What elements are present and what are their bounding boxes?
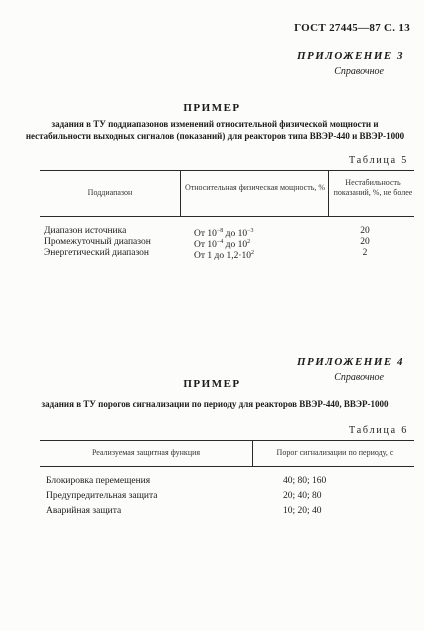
- table-5-row-2-range: От $10^{-4}$ до $10^2$: [194, 239, 251, 251]
- table-5-row-1-instability: 20: [360, 226, 370, 236]
- table-6-row-1-value: 40; 80; 160: [283, 476, 327, 486]
- appendix-4-description: задания в ТУ порогов сигнализации по периоду для реакторов ВВЭР-440, ВВЭР-1000: [41, 399, 389, 409]
- table-5-row-3-instability: 2: [362, 248, 368, 258]
- table-6-divider: [252, 440, 253, 466]
- table-5-row-2-instability: 20: [360, 237, 370, 247]
- table-6-label: Таблица 6: [349, 425, 408, 436]
- table-5-header-rule: [40, 216, 414, 217]
- table-6-row-1-name: Блокировка перемещения: [46, 476, 151, 486]
- table-6-header-rule: [40, 466, 414, 467]
- appendix-3-title: ПРИЛОЖЕНИЕ 3: [296, 50, 404, 62]
- table-6-row-2-value: 20; 40; 80: [283, 491, 322, 501]
- appendix-4-title: ПРИЛОЖЕНИЕ 4: [296, 356, 404, 368]
- table-6-col-function: Реализуемая защитная функция: [91, 448, 201, 457]
- table-5-row-3-range: От 1 до $1,2\cdot 10^2$: [194, 250, 255, 262]
- page-header: ГОСТ 27445—87 С. 13: [294, 22, 410, 34]
- appendix-4-reference: Справочное: [334, 372, 384, 383]
- table-5-col-power: Относительная физическая мощность, %: [184, 183, 326, 192]
- table-5-col-instability: Нестабильность показаний, %, не более: [333, 178, 413, 197]
- table-5-divider-1: [180, 170, 181, 216]
- table-5-top-rule: [40, 170, 414, 171]
- table-5-row-3-name: Энергетический диапазон: [44, 248, 149, 258]
- table-5-label: Таблица 5: [349, 155, 408, 166]
- table-6-row-3-name: Аварийная защита: [46, 506, 122, 516]
- table-6-row-3-value: 10; 20; 40: [283, 506, 322, 516]
- appendix-3-description: задания в ТУ поддиапазонов изменений относительной физической мощности и нестабильности выходных сигналов (показаний) для реакторов типа ВВЭР-440 и ВВЭР-1000: [25, 119, 405, 141]
- table-6-col-threshold: Порог сигнализации по периоду, с: [276, 448, 394, 457]
- table-5-col-subrange: Поддиапазон: [87, 188, 133, 197]
- table-5-row-1-range: От $10^{-8}$ до $10^{-3}$: [194, 228, 254, 240]
- table-6-row-2-name: Предупредительная защита: [46, 491, 158, 501]
- table-5-row-2-name: Промежуточный диапазон: [44, 237, 151, 247]
- appendix-3-heading: ПРИМЕР: [183, 102, 241, 114]
- table-5-divider-2: [328, 170, 329, 216]
- appendix-3-reference: Справочное: [334, 66, 384, 77]
- appendix-4-heading-text: ПРИМЕР: [183, 378, 241, 390]
- table-5-row-1-name: Диапазон источника: [44, 226, 127, 236]
- table-6-top-rule: [40, 440, 414, 441]
